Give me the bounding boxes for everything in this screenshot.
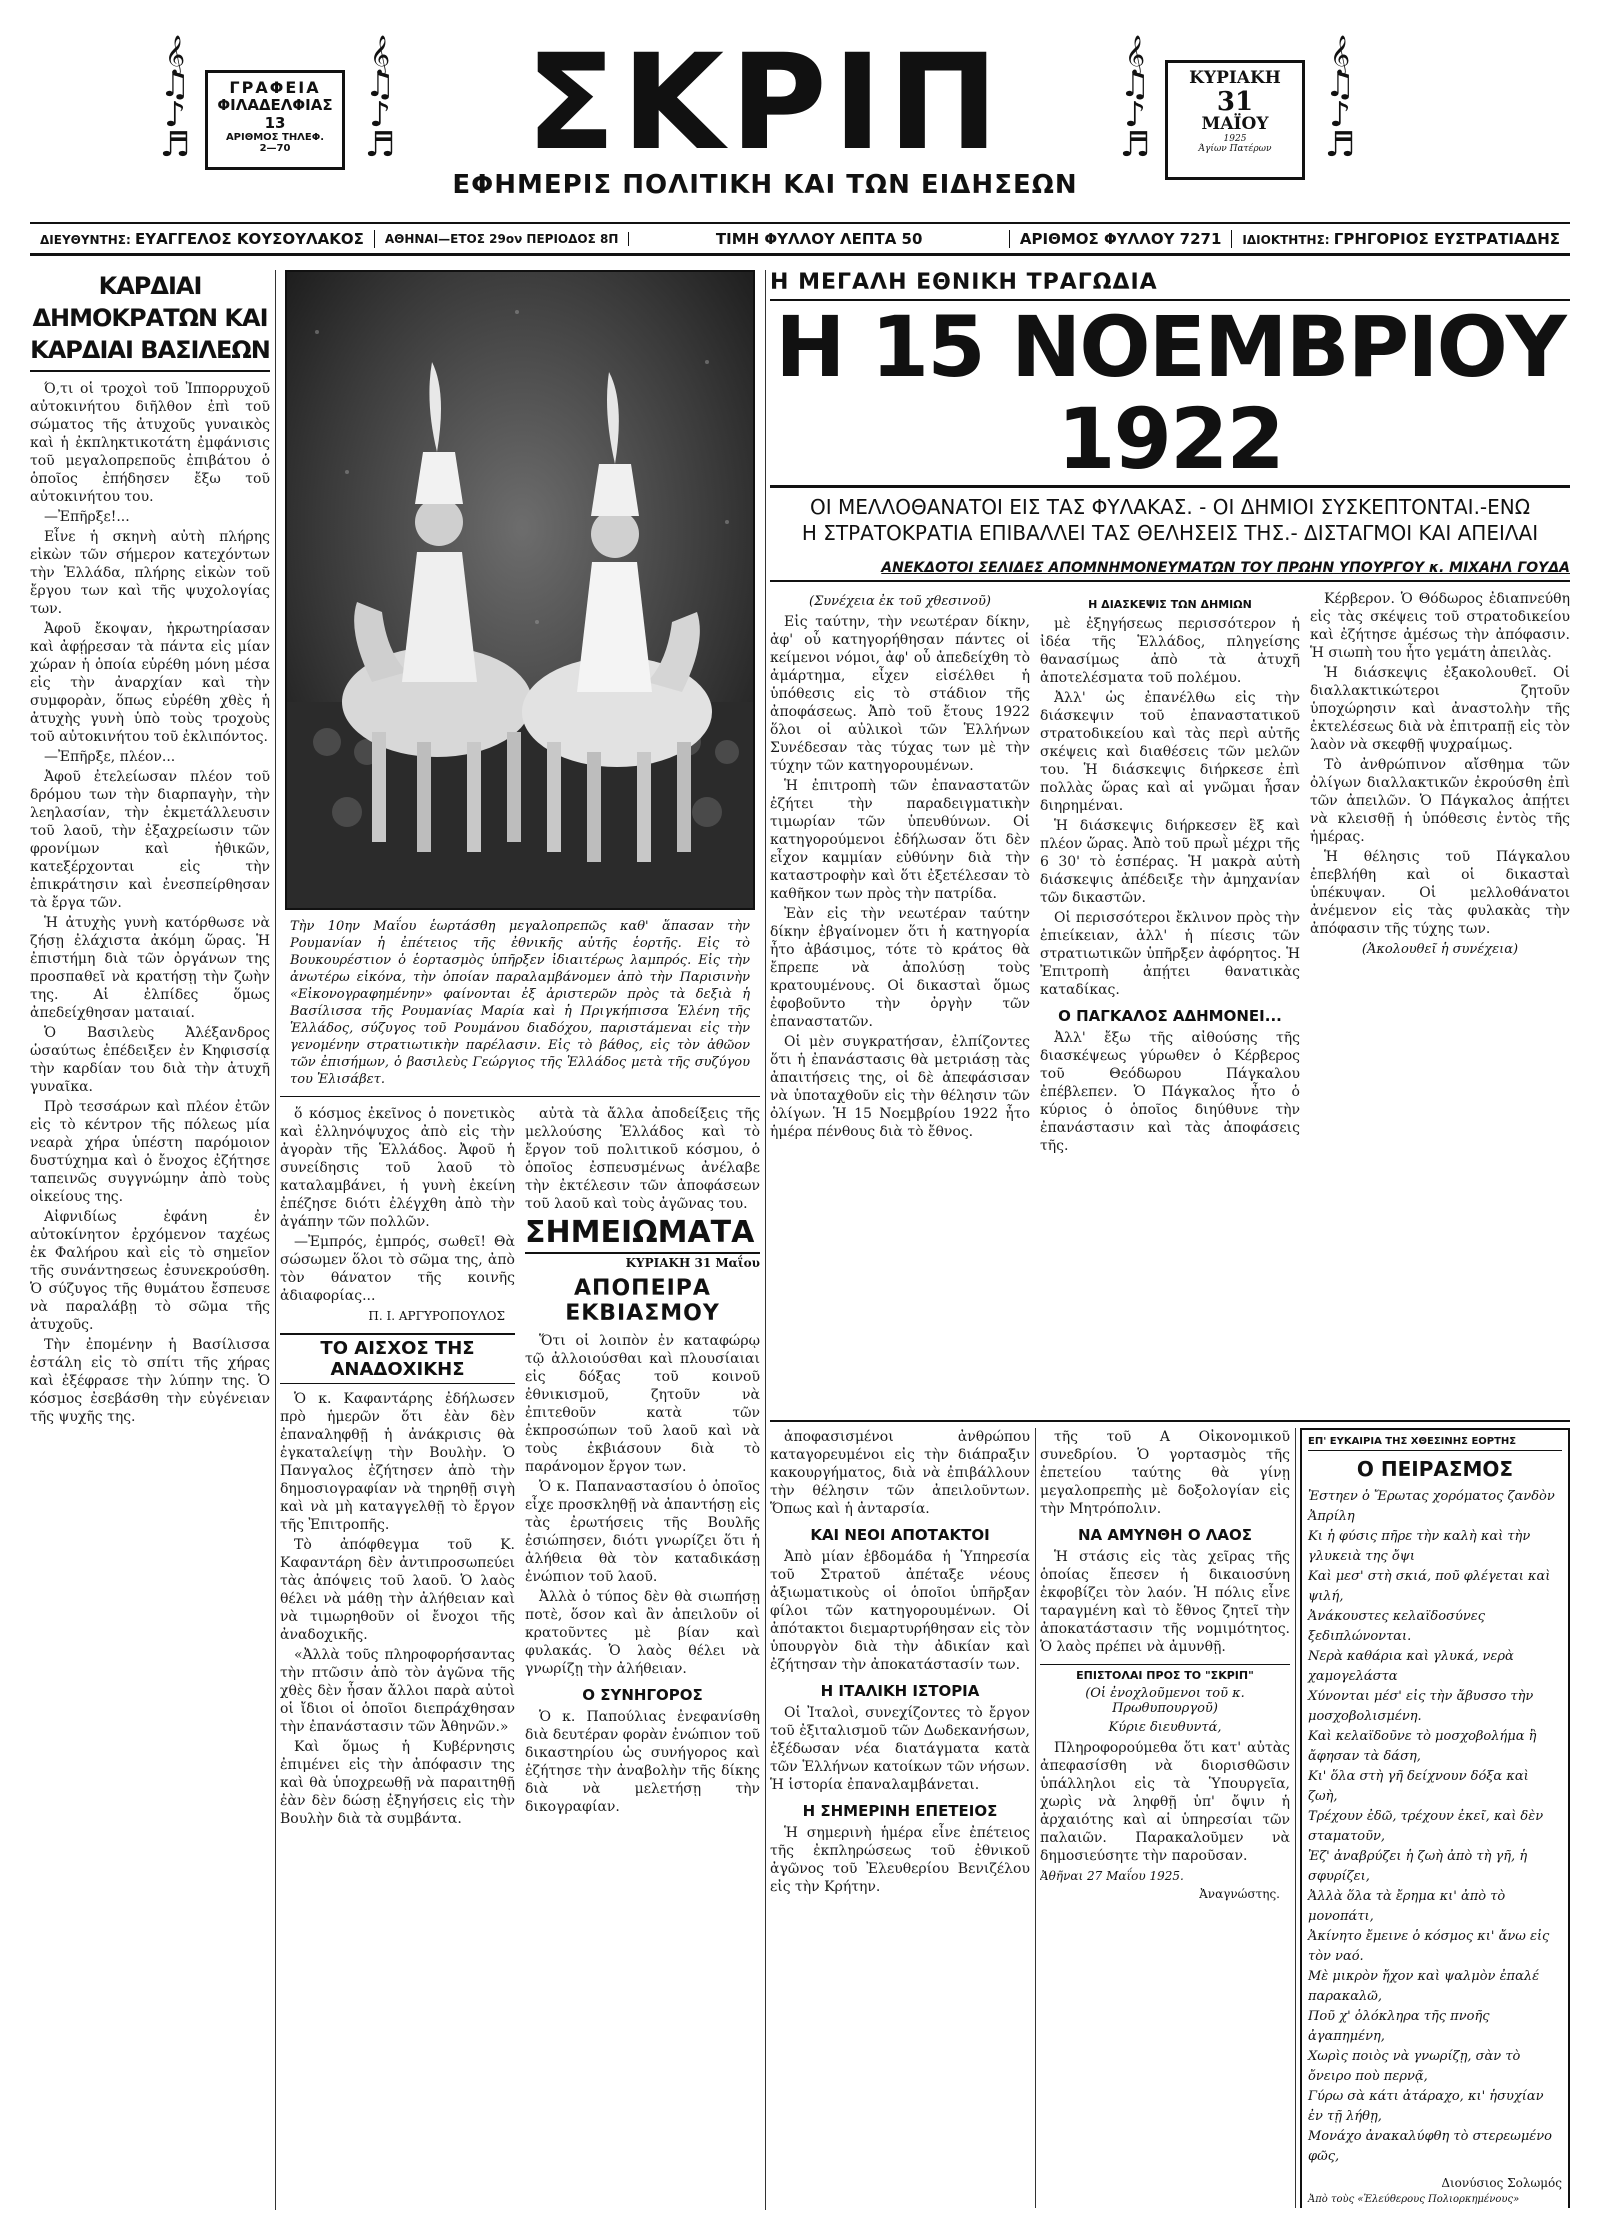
main-col3-cont: (Ἀκολουθεῖ ἡ συνέχεια) — [1361, 942, 1519, 957]
owner-block — [1232, 230, 1570, 248]
photo-caption: Τὴν 10ην Μαΐου ἑωρτάσθη μεγαλοπρεπῶς καθ' ἅπασαν τὴν Ρουμανίαν ἡ ἐπέτειος τῆς ἐθνικῆς αὐτῆς ἑορτῆς. Εἰς τὸ Βουκουρέστιον ὁ ἑορτασμὸς ὑπῆρξεν ἰδιαιτέρως λαμπρός. Εἰς τὴν ἀνωτέρω εἰκόνα, τὴν ὁποίαν παραλαμβάνομεν ἀπὸ τὴν Παρισινὴν «Εἰκονογραφημένην» φαίνονται ἐξ ἀριστερῶν πρὸς τὰ δεξιὰ ἡ Βασίλισσα τῆς Ρουμανίας Μαρία καὶ ἡ Πριγκήπισσα Ἑλένη τῆς Ἑλλάδος, σύζυγος τοῦ Ρουμάνου διαδόχου, παριστάμεναι εἰς τὴν γενομένην στρατιωτικὴν παρέλασιν. Εἰς τὸ βάθος, εἰς τὸν ἀθῶον τῶν ἐπισήμων, ὁ βασιλεὺς Γεώργιος τῆς Ἑλλάδος μετὰ τῆς συζύγου του Ἐλισάβετ. — [280, 910, 760, 1097]
left-article-paragraph: —Ἐπῆρξε, πλέον... — [44, 749, 176, 765]
middle-subcolumns — [280, 1105, 760, 1830]
lower-mid-column — [1040, 1428, 1290, 2208]
left-article-paragraph: Πρὸ τεσσάρων καὶ πλέον ἐτῶν εἰς τὸ κέντρον τῆς πόλεως μία νεαρὰ χήρα ὑπέστη παρόμοιον δυστύχημα καὶ ὁ ἔνοχος ἐζήτησε ταπεινῶς συγγνώμην ἀπὸ τοὺς οἰκείους της. — [30, 1099, 270, 1205]
poem-author: Διονύσιος Σολωμός — [1441, 2176, 1562, 2190]
main-subcol-3 — [1310, 590, 1570, 1157]
owner-label: ΙΔΙΟΚΤΗΤΗΣ: — [1242, 232, 1330, 247]
main-col2-subhead2: Ο ΠΑΓΚΑΛΟΣ ΑΔΗΜΟΝΕΙ... — [1058, 1007, 1282, 1025]
box-paragraph: Ὁ κ. Καφαντάρης ἐδήλωσεν πρὸ ἡμερῶν ὅτι ἐὰν δὲν ἐπαναληφθῇ ἡ ἀνάκρισις θὰ ἐγκαταλείψῃ τὴν Βουλὴν. Ὁ Πανγαλος ἐζήτησεν ἀπὸ τὴν δημοσιογραφίαν νὰ τηρηθῇ σιγὴ καὶ νὰ μὴ καταγγελθῇ τὸ ἔργον τῆς Ἐπιτροπῆς. — [280, 1391, 515, 1533]
apopeira-paragraph: Ὅτι οἱ λοιπὸν ἐν καταφώρῳ τῷ ἀλλοιούσθαι καὶ πλουσίαιαι εἰς δόξας τοῦ κοινοῦ ἐθνικισμοῦ, ζητοῦν νὰ ἐπιτεθοῦν κατὰ τῶν ἐκπροσώπων τοῦ λαοῦ καὶ νὰ τοὺς ἐκβιάσουν διὰ τὸ παράνομον ἔργον των. — [525, 1333, 760, 1475]
poem-line: Καὶ κελαϊδοῦνε τὸ μοσχοβολήμα ἢ ἄφησαν τὰ δάση, — [1308, 1729, 1537, 1764]
director-label: ΔΙΕΥΘΥΝΤΗΣ: — [40, 232, 131, 247]
date-year: 1925 — [1223, 134, 1247, 145]
left-article-paragraph: Ἡ ἀτυχὴς γυνὴ κατόρθωσε νὰ ζήσῃ ἐλάχιστα ἀκόμη ὥρας. Ἡ ἐπιστήμη διὰ τῶν ὀργάνων της προσπαθεῖ νὰ κρατήσῃ τὴν ζωὴν της. Αἱ ἐλπίδες ὅμως ἀπεδείχθησαν ματαιαί. — [30, 915, 270, 1021]
ll-para1: ἀποφασισμένοι ἀνθρώπου καταγορευμένοι εἰς τὴν διάπραξιν κακουργήματος, διὰ νὰ ἐπιβάλλουν τὴν θέλησιν τῶν ἀπειλοῦντων. Ὅπως καὶ ἡ ἀνταρσία. — [770, 1429, 1030, 1517]
main-col2-paragraph: μὲ ἐξηγήσεως περισσότερον ἡ ἰδέα τῆς Ἑλλάδος, πληγείσης θανασίμως ἀπὸ τὰ ἀτυχῆ ἀποτελέσματα τοῦ πολέμου. — [1040, 616, 1300, 686]
lower-left-p3 — [770, 1704, 1030, 1794]
main-col3-body — [1310, 590, 1570, 938]
lower-left-column — [770, 1428, 1030, 2208]
left-article-paragraph: Ἀφοῦ ἐτελείωσαν πλέον τοῦ δρόμου των τὴν διαρπαγὴν, τὴν λεηλασίαν, τὴν ἐκμετάλλευσιν τοῦ λαοῦ, τὴν ἐξαχρείωσιν τῶν φρονίμων καὶ ἠθικῶν, κατεξέρχονται εἰς τὴν ἐπικράτησιν καὶ ἐνεσπείρθησαν τὰ ἔργα τῶν. — [30, 769, 270, 911]
lower-left-p4 — [770, 1824, 1030, 1896]
nameplate-subtitle: ΕΦΗΜΕΡΙΣ ΠΟΛΙΤΙΚΗ ΚΑΙ ΤΩΝ ΕΙΔΗΣΕΩΝ — [452, 170, 1078, 200]
poem-line: Ἀνάκουστες κελαϊδοσύνες ξεδιπλώνονται. — [1308, 1609, 1485, 1644]
poem-source: Ἀπὸ τοὺς «Ἐλεύθερους Πολιορκημένους» — [1308, 2194, 1520, 2205]
phone-label: ΑΡΙΘΜΟΣ ΤΗΛΕΦ. — [225, 131, 325, 143]
main-col2-subhead: Η ΔΙΑΣΚΕΨΙΣ ΤΩΝ ΔΗΜΙΩΝ — [1088, 598, 1252, 611]
main-story-column — [770, 270, 1570, 1420]
letter-body — [1040, 1739, 1290, 1865]
poem-line: Ποῦ χ' ὁλόκληρα τῆς πνοῆς ἀγαπημένη, — [1308, 2009, 1490, 2044]
flourish-left-inner-icon: 𝄞 ♫ ♪ ♬ — [364, 35, 396, 165]
poem-line: Καὶ μεσ' στὴ σκιά, ποῦ φλέγεται καὶ ψιλή, — [1308, 1569, 1551, 1604]
box-body — [280, 1390, 515, 1828]
main-col3-paragraph: Ἡ διάσκεψις ἐξακολουθεῖ. Οἱ διαλλακτικώτεροι ζητοῦν ὑποχώρησιν καὶ ἀναστολὴν τῆς ἐκτελέσεως διὰ νὰ ἐπιτραπῇ εἰς τὸν λαὸν νὰ σκεφθῇ ψυχραίμως. — [1310, 665, 1570, 753]
price: ΤΙΜΗ ΦΥΛΛΟΥ ΛΕΠΤΑ 50 — [629, 230, 1010, 248]
main-col1-paragraph: Εἰς ταύτην, τὴν νεωτέραν δίκην, ἀφ' οὗ κατηγορήθησαν πάντες οἱ κείμενοι νόμοι, ἀφ' οὗ ἀπεδείχθη τὸ ἀμάρτημα, εἶχεν εἰσέλθει ἡ ὑπόθεσις εἰς τὸ στάδιον τῆς ἀποφάσεως. Ἀπὸ τοῦ ἔτους 1922 ὅλοι οἱ αὐλικοὶ τῶν Ἑλλήνων Συνέδεσαν τὰς τύχας των μὲ τὴν τύχην τῶν κατηγορουμένων. — [770, 614, 1030, 774]
ll-sub2: Η ΙΤΑΛΙΚΗ ΙΣΤΟΡΙΑ — [820, 1682, 980, 1700]
letter-intro: (Οἱ ἐνοχλοῦμενοι τοῦ κ. Πρωθυπουργοῦ) — [1085, 1686, 1245, 1716]
poem-lines — [1308, 1487, 1562, 2167]
main-col2-body — [1040, 615, 1300, 999]
letter-paragraph: Πληροφορούμεθα ὅτι κατ' αὐτὰς ἀπεφασίσθη νὰ διορισθῶσιν ὑπάλληλοι εἰς τὰ Ὑπουργεῖα, χωρὶς νὰ ληφθῇ ὑπ' ὄψιν ἡ ἀρχαιότης καὶ αἱ ὑπηρεσίαι τῶν παλαιῶν. Παρακαλοῦμεν νὰ δημοσιεύσητε τὴν παροῦσαν. — [1040, 1740, 1290, 1864]
middle-article-body — [280, 1105, 515, 1305]
column-rule — [765, 270, 766, 2210]
apopeira-paragraph: Ἀλλὰ ὁ τύπος δὲν θὰ σιωπήσῃ ποτὲ, ὅσον καὶ ἂν ἀπειλοῦν οἱ κρατοῦντες μὲ βίαν καὶ φυλακάς. Ὁ λαὸς θέλει νὰ γνωρίζῃ τὴν ἀλήθειαν. — [525, 1589, 760, 1677]
box-paragraph: Καὶ ὅμως ἡ Κυβέρνησις ἐπιμένει εἰς τὴν ἀπόφασιν της καὶ θὰ ὑποχρεωθῇ νὰ παραιτηθῇ ἐὰν δὲν δώσῃ ἐξηγήσεις εἰς τὴν Βουλὴν διὰ τὰ συμβάντα. — [280, 1739, 515, 1827]
main-headline: Η 15 ΝΟΕΜΒΡΙΟΥ 1922 — [770, 301, 1570, 488]
box-paragraph: «Ἀλλὰ τοῦς πληροφορήσαντας τὴν πτῶσιν ἀπὸ τὸν ἀγῶνα τῆς χθὲς δὲν ἦσαν ἄλλοι παρὰ αὐτοὶ οἱ ἴδιοι οἱ ὁποῖοι διεπράχθησαν τὴν ἐπανάστασιν τῶν Ἀθηνῶν.» — [280, 1647, 515, 1735]
left-article-title: ΚΑΡΔΙΑΙ ΔΗΜΟΚΡΑΤΩΝ ΚΑΙ ΚΑΡΔΙΑΙ ΒΑΣΙΛΕΩΝ — [30, 270, 270, 372]
synigoros-paragraph: Ὁ κ. Παπούλιας ἐνεφανίσθη διὰ δευτέραν φορὰν ἐνώπιον τοῦ δικαστηρίου ὡς συνήγορος καὶ ἐζήτησε τὴν ἀναβολὴν τῆς δίκης διὰ νὰ μελετήσῃ τὴν δικογραφίαν. — [525, 1709, 760, 1815]
middle-article-paragraph: ὅ κόσμος ἐκεῖνος ὁ πονετικὸς καὶ ἐλληνόψυχος ἀπὸ εἰς τὴν ἀγορὰν τῆς Ἑλλάδος. Ἀφοῦ ἡ συνείδησις τοῦ λαοῦ τὸ καταλαμβάνει, ἡ γυνὴ ἐκείνη ἐπέζησε διότι ἐλέγχθη ἀπὸ τὴν ἀγάπην τῶν πολλῶν. — [280, 1106, 515, 1230]
lower-left-p2 — [770, 1548, 1030, 1674]
poem-title: Ο ΠΕΙΡΑΣΜΟΣ — [1356, 1457, 1514, 1481]
owner-name: ΓΡΗΓΟΡΙΟΣ ΕΥΣΤΡΑΤΙΑΔΗΣ — [1333, 229, 1560, 248]
semeiomata-date: ΚΥΡΙΑΚΗ 31 Μαΐου — [625, 1256, 760, 1270]
fragment-paragraph: αὐτὰ τὰ ἄλλα ἀποδείξεις τῆς μελλούσης Ἑλλάδος καὶ τὸ ἔργον τοῦ πολιτικοῦ κόσμου, ὁ ὁποῖος ἐσπευσμένως ἀνέλαβε τὴν ἐκτέλεσιν τῶν ἀποφάσεων τοῦ λαοῦ καὶ τοὺς ἀγῶνας του. — [525, 1106, 760, 1212]
middle-subcol-left — [280, 1105, 515, 1830]
column-rule — [275, 270, 276, 2210]
phone-number: 2—70 — [259, 143, 291, 155]
left-article-body — [30, 380, 270, 1426]
main-col1-body — [770, 613, 1030, 1141]
apopeira-paragraph: Ὁ κ. Παπαναστασίου ὁ ὁποῖος εἶχε προσκληθῇ νὰ ἀπαντήσῃ εἰς τὰς ἐρωτήσεις τῆς Βουλῆς ἐσιώπησεν, διότι γνωρίζει ὅτι ἡ ἀλήθεια θὰ τὸν καταδικάσῃ ἐνώπιον τοῦ λαοῦ. — [525, 1479, 760, 1585]
lower-mid-p1 — [1040, 1428, 1290, 1518]
ll-para3: Οἱ Ἰταλοὶ, συνεχίζοντες τὸ ἔργον τοῦ ἐξιταλισμοῦ τῶν Δωδεκανήσων, ἐξέδωσαν νέα διατάγματα κατὰ τῶν Ἑλλήνων κατοίκων τῶν νήσων. Ἡ ἱστορία ἐπαναλαμβάνεται. — [770, 1705, 1030, 1793]
royal-parade-photo — [285, 270, 755, 910]
ll-para2: Ἀπὸ μίαν ἑβδομάδα ἡ Ὑπηρεσία τοῦ Στρατοῦ ἀπέταξε νέους ἀξιωματικοὺς οἱ ὁποῖοι ὑπῆρξαν φίλοι τῶν κατηγορουμένων. Οἱ ἀπότακτοι διεμαρτυρήθησαν εἰς τὸν ὑπουργὸν διὰ τὴν ἀδικίαν καὶ ἐζήτησαν τὴν ἀποκατάστασίν των. — [770, 1549, 1030, 1673]
photo-illustration — [287, 272, 755, 910]
poem-line: Χωρὶς ποιὸς νὰ γνωρίζῃ, σὰν τὸ ὄνειρο ποὺ περνᾷ, — [1308, 2049, 1521, 2084]
middle-article-signature: Π. Ι. ΑΡΓΥΡΟΠΟΥΛΟΣ — [368, 1309, 505, 1323]
apopeira-body — [525, 1332, 760, 1678]
main-col3-paragraph: Τὸ ἀνθρώπινον αἴσθημα τῶν ὀλίγων διαλλακτικῶν ἐκρούσθη ἐπὶ τῶν ἀπειλῶν. Ὁ Πάγκαλος ἀπῄτει νὰ κλεισθῇ ἡ ὑπόθεσις ἐντὸς τῆς ἡμέρας. — [1310, 757, 1570, 845]
main-byline: ΑΝΕΚΔΟΤΟΙ ΣΕΛΙΔΕΣ ΑΠΟΜΝΗΜΟΝΕΥΜΑΤΩΝ ΤΟΥ ΠΡΩΗΝ ΥΠΟΥΡΓΟΥ κ. ΜΙΧΑΗΛ ΓΟΥΔΑ — [770, 552, 1570, 582]
offices-label: ΓΡΑΦΕΙΑ — [229, 78, 321, 97]
poem-line: Ἐζ' ἀναβρύζει ἡ ζωὴ ἀπὸ τὴ γῆ, ἡ σφυρίζει, — [1308, 1849, 1528, 1884]
main-subcol-1 — [770, 590, 1030, 1157]
lower-band-rule — [770, 1420, 1570, 1422]
ll-sub3: Η ΣΗΜΕΡΙΝΗ ΕΠΕΤΕΙΟΣ — [802, 1802, 998, 1820]
flourish-right-outer-icon: 𝄞 ♫ ♪ ♬ — [1324, 35, 1356, 165]
left-article-paragraph: Ό,τι οἱ τροχοὶ τοῦ Ἰππορρυχοῦ αὐτοκινήτου διῆλθον ἐπὶ τοῦ σώματος τῆς ἀτυχοῦς γυναικὸς καὶ ἡ ἐκπληκτικοτάτη ἐμφάνισις τοῦ μεγαλοπρεποῦς ἐπιβάτου ὁ ὁποῖος ἐπήδησεν ἔξω τοῦ αὐτοκινήτου του. — [30, 381, 270, 505]
date-month: ΜΑΪΟΥ — [1201, 113, 1269, 134]
director-name: ΕΥΑΓΓΕΛΟΣ ΚΟΥΣΟΥΛΑΚΟΣ — [134, 229, 364, 248]
letter-signature: Ἀναγνώστης. — [1199, 1887, 1280, 1901]
continued-note: (Συνέχεια ἐκ τοῦ χθεσινοῦ) — [809, 594, 991, 609]
left-article-paragraph: —Ἐπῆρξε!... — [44, 509, 130, 525]
box-paragraph: Τὸ ἀπόφθεγμα τοῦ Κ. Καφαντάρη δὲν ἀντιπροσωπεύει τὰς ἀπόψεις τοῦ λαοῦ. Ὁ λαὸς θέλει νὰ μάθῃ τὴν ἀλήθειαν καὶ νὰ τιμωρηθοῦν οἱ ἔνοχοι τῆς ἀναδοχικῆς. — [280, 1537, 515, 1643]
poem-line: Κι' ὅλα στὴ γῆ δείχνουν δόξα καὶ ζωὴ, — [1308, 1769, 1529, 1804]
poem-line: Τρέχουν ἐδῶ, τρέχουν ἐκεῖ, καὶ δὲν σταματοῦν, — [1308, 1809, 1544, 1844]
masthead — [0, 0, 1600, 215]
box-title: ΤΟ ΑΙΣΧΟΣ ΤΗΣ ΑΝΑΔΟΧΙΚΗΣ — [280, 1333, 515, 1384]
lower-mid-p2 — [1040, 1548, 1290, 1656]
lower-left-p1 — [770, 1428, 1030, 1518]
left-article-paragraph: Εἶνε ἡ σκηνὴ αὐτὴ πλήρης εἰκὼν τῶν σήμερον κατεχόντων τὴν Ἑλλάδα, πλήρης εἰκὼν τοῦ ἔργου των καὶ τῆς ψυχολογίας των. — [30, 529, 270, 617]
main-col2-paragraph: Ἡ διάσκεψις διήρκεσεν ἓξ καὶ πλέον ὥρας. Ἀπὸ τοῦ πρωῒ μέχρι τῆς 6 30' τὸ ἑσπέρας. Ἡ μακρὰ αὐτὴ διάσκεψις ἀπέδειξε τὴν ἀμηχανίαν τῶν δικαστῶν. — [1040, 818, 1300, 906]
semeiomata-title: ΣΗΜΕΙΩΜΑΤΑ — [525, 1215, 760, 1254]
nameplate-title: ΣΚΡΙΠ — [525, 26, 1005, 180]
left-column — [30, 270, 270, 2210]
letter-date: Ἀθῆναι 27 Μαΐου 1925. — [1040, 1869, 1184, 1883]
middle-column — [280, 270, 760, 2210]
synigoros-body — [525, 1708, 760, 1816]
apopeira-title: ΑΠΟΠΕΙΡΑ ΕΚΒΙΑΣΜΟΥ — [565, 1276, 720, 1326]
place-year: ΑΘΗΝΑΙ—ΕΤΟΣ 29ον ΠΕΡΙΟΔΟΣ 8Π — [375, 232, 630, 246]
poem-line: Νερὰ καθάρια καὶ γλυκά, νερὰ χαμογελάστα — [1308, 1649, 1514, 1684]
col2b-paragraph: Ἀλλ' ἔξω τῆς αἰθούσης τῆς διασκέψεως γύρωθεν ὁ Κέρβερος τοῦ Θεόδωρου Πάγκαλου ἐπέβλεπεν. Ὁ Πάγκαλος ἦτο ὁ κύριος ὁ ὁποῖος διηύθυνε τὴν ἐπανάστασιν καὶ τὰς ἀποφάσεις τῆς. — [1040, 1030, 1300, 1154]
middle-article-paragraph: —Ἐμπρός, ἐμπρός, σωθεῖ! Θὰ σώσωμεν ὅλοι τὸ σῶμα της, ἀπὸ τὸν θάνατον τῆς κοινῆς ἀδιαφορίας... — [280, 1234, 515, 1304]
offices-ear — [205, 70, 345, 170]
poem-line: Μονάχο ἀνακαλύφθη τὸ στερεωμένο φῶς, — [1308, 2129, 1552, 2164]
left-article-paragraph: Τὴν ἐπομένην ἡ Βασίλισσα ἐστάλη εἰς τὸ σπίτι τῆς χήρας καὶ ἐξέφρασε τὴν λύπην της. Ὁ κόσμος ἐσεβάσθη τὴν εὐγένειαν τῆς ψυχῆς της. — [30, 1337, 270, 1425]
main-col1-paragraph: Ἐὰν εἰς τὴν νεωτέραν ταύτην δίκην ἐβγαίνομεν ὅτι ἡ κατηγορία ἦτο ἀβάσιμος, τότε τὸ κράτος θὰ ἔπρεπε νὰ ἀπολύσῃ τοὺς κρατουμένους. Οἱ δικασταὶ ὅμως ἐφοβοῦντο τὴν ὀργὴν τῶν ἐπαναστατῶν. — [770, 906, 1030, 1030]
poem-line: Ἀλλὰ ὅλα τὰ ἔρημα κι' ἀπὸ τὸ μονοπάτι, — [1308, 1889, 1506, 1924]
poem-box — [1300, 1428, 1570, 2208]
lm-sub2: ΕΠΙΣΤΟΛΑΙ ΠΡΟΣ ΤΟ "ΣΚΡΙΠ" — [1040, 1664, 1290, 1682]
main-col1-paragraph: Ἡ ἐπιτροπὴ τῶν ἐπαναστατῶν ἐζήτει τὴν παραδειγματικὴν τιμωρίαν τῶν ὑπευθύνων. Οἱ κατηγορούμενοι ἐδήλωσαν ὅτι δὲν εἶχον καμμίαν εὐθύνην διὰ τὴν καταστροφὴν καὶ ὅτι ἐξετέλεσαν τὸ καθῆκον των πρὸς τὴν πατρίδα. — [770, 778, 1030, 902]
poem-header: ΕΠ' ΕΥΚΑΙΡΙΑ ΤΗΣ ΧΘΕΣΙΝΗΣ ΕΟΡΤΗΣ — [1308, 1436, 1562, 1451]
director-block — [30, 230, 375, 248]
ll-para4: Ἡ σημερινὴ ἡμέρα εἶνε ἐπέτειος τῆς ἐκπληρώσεως τοῦ ἐθνικοῦ ἀγῶνος τοῦ Ἐλευθερίου Βενιζέλου εἰς τὴν Κρήτην. — [770, 1825, 1030, 1895]
issue-number: ΑΡΙΘΜΟΣ ΦΥΛΛΟΥ 7271 — [1010, 230, 1233, 248]
main-subcol-2 — [1040, 590, 1300, 1157]
info-bar — [30, 222, 1570, 256]
offices-street: ΦΙΛΑΔΕΛΦΙΑΣ 13 — [217, 96, 333, 132]
flourish-left-outer-icon: 𝄞 ♫ ♪ ♬ — [159, 35, 191, 165]
date-day: ΚΥΡΙΑΚΗ — [1189, 68, 1281, 88]
column-rule — [1035, 1428, 1036, 2208]
lm-sub1: ΝΑ ΑΜΥΝΘΗ Ο ΛΑΟΣ — [1077, 1526, 1253, 1544]
left-article-paragraph: Ἀφοῦ ἔκοψαν, ἠκρωτηρίασαν καὶ ἀφῄρεσαν τὰ πάντα εἰς μίαν χώραν ἡ ὁποία εὑρέθη μόνη μέσα εἰς τὴν ἀναρχίαν καὶ τὴν συμφορὰν, ὅπως εὑρέθη χθὲς ἡ ἀτυχὴς γυνὴ ὑπὸ τοὺς τροχοὺς τοῦ αὐτοκινήτου τοῦ ἐκλιπόντος. — [30, 621, 270, 745]
middle-subcol-right — [525, 1105, 760, 1830]
letter-salute: Κύριε διευθυντά, — [1108, 1720, 1222, 1735]
ll-sub1: ΚΑΙ ΝΕΟΙ ΑΠΟΤΑΚΤΟΙ — [810, 1526, 990, 1544]
date-ear — [1165, 60, 1305, 180]
poem-line: Ἀκίνητο ἔμεινε ὁ κόσμος κι' ἄνω εἰς τὸν ναό. — [1308, 1929, 1550, 1964]
main-col2-paragraph: Ἀλλ' ὡς ἐπανέλθω εἰς τὴν διάσκεψιν τοῦ ἐπαναστατικοῦ στρατοδικείου καὶ τὰς περὶ αὐτῆς σκέψεις καὶ διαθέσεις τῶν μελῶν του. Ἡ διάσκεψις διήρκεσε ἐπὶ πολλὰς ὥρας καὶ αἱ γνῶμαι ἦσαν διηρημέναι. — [1040, 690, 1300, 814]
poem-line: Κι ἡ φύσις πῆρε τὴν καλὴ καὶ τὴν γλυκειὰ της ὄψι — [1308, 1529, 1531, 1564]
poem-line: Μὲ μικρὸν ἤχον καὶ ψαλμὸν ἐπαλέ παρακαλῶ, — [1308, 1969, 1540, 2004]
lm-para1: τῆς τοῦ Α Οἰκονομικοῦ συνεδρίου. Ὁ γορτασμὸς τῆς ἐπετείου ταύτης θὰ γίνῃ μεγαλοπρεπὴς μὲ δοξολογίαν εἰς τὴν Μητρόπολιν. — [1040, 1429, 1290, 1517]
main-col2-paragraph: Οἱ περισσότεροι ἔκλινον πρὸς τὴν ἐπιείκειαν, ἀλλ' ἡ πίεσις τῶν στρατιωτικῶν ὑπῆρξεν ἀφόρητος. Ἡ Ἐπιτροπὴ ἀπῄτει θανατικὰς καταδίκας. — [1040, 910, 1300, 998]
lm-para2: Ἡ στάσις εἰς τὰς χεῖρας τῆς ὁποίας ἔπεσεν ἡ δικαιοσύνη ἐκφοβίζει τὸν λαόν. Ἡ πόλις εἶνε ταραγμένη καὶ τὸ ἔθνος ζητεῖ τὴν ἀποκατάστασιν τῆς νομιμότητος. Ὁ λαὸς πρέπει νὰ ἀμυνθῇ. — [1040, 1549, 1290, 1655]
synigoros-title: Ο ΣΥΝΗΓΟΡΟΣ — [582, 1686, 703, 1704]
column-rule — [1295, 1428, 1296, 2208]
left-article-paragraph: Ὁ Βασιλεὺς Ἀλέξανδρος ὡσαύτως ἐπέδειξεν ἐν Κηφισσίᾳ τὴν καρδίαν του διὰ τὴν ἀτυχῆ γυναῖκα. — [30, 1025, 270, 1095]
left-article-paragraph: Αἰφνιδίως ἐφάνη ἐν αὐτοκίνητον ἐρχόμενον ταχέως ἐκ Φαλήρου καὶ εἰς τὸ σημεῖον τῆς συνάντησεως ἐσυνεκρούσθη. Ὁ σύζυγος τῆς θυμάτου ἔσπευσε νὰ παραλάβῃ τὸ σῶμα τῆς ἀτυχοῦς. — [30, 1209, 270, 1333]
poem-column — [1300, 1428, 1570, 2208]
middle-right-fragment — [525, 1105, 760, 1213]
poem-line: Ἐστηεν ὁ Ἔρωτας χορόματος ζανδὸν Ἀπρίλη — [1308, 1489, 1555, 1524]
main-col3-paragraph: Κέρβερον. Ὁ Θόδωρος ἐδιαπνεύθη εἰς τὰς σκέψεις τοῦ στρατοδικείου καὶ ἐζήτησε ἀμέσως τὴν ἀπόφασιν. Ἡ σιωπὴ του ἦτο γεμάτη ἀπειλὰς. — [1310, 591, 1570, 661]
poem-line: Χύνονται μέσ' εἰς τὴν ἄβυσσο τὴν μοσχοβολισμένη. — [1308, 1689, 1534, 1724]
main-col1-paragraph: Οἱ μὲν συγκρατήσαν, ἐλπίζοντες ὅτι ἡ ἐπανάστασις θὰ μετριάσῃ τὰς ἀπαιτήσεις της, οἱ δὲ ἀπεφάσισαν νὰ ὑποταχθοῦν εἰς τὴν θέλησιν τῶν ὀλίγων. Ἡ 15 Νοεμβρίου 1922 ἦτο ἡμέρα πένθους διὰ τὸ ἔθνος. — [770, 1034, 1030, 1140]
main-col2-body-b — [1040, 1029, 1300, 1155]
date-number: 31 — [1216, 86, 1254, 117]
main-deck: ΟΙ ΜΕΛΛΟΘΑΝΑΤΟΙ ΕΙΣ ΤΑΣ ΦΥΛΑΚΑΣ. - ΟΙ ΔΗΜΙΟΙ ΣΥΣΚΕΠΤΟΝΤΑΙ.-ΕΝΩ Η ΣΤΡΑΤΟΚΡΑΤΙΑ ΕΠΙΒΑΛΛΕΙ ΤΑΣ ΘΕΛΗΣΕΙΣ ΤΗΣ.- ΔΙΣΤΑΓΜΟΙ ΚΑΙ ΑΠΕΙΛΑΙ — [801, 495, 1539, 545]
main-col3-paragraph: Ἡ θέλησις τοῦ Πάγκαλου ἐπεβλήθη καὶ οἱ δικασταὶ ὑπέκυψαν. Οἱ μελλοθάνατοι ἀνέμενον εἰς τὰς φυλακὰς τὴν ἀπόφασιν τῆς τύχης των. — [1310, 849, 1570, 937]
main-kicker: Η ΜΕΓΑΛΗ ΕΘΝΙΚΗ ΤΡΑΓΩΔΙΑ — [770, 270, 1570, 301]
poem-line: Γύρω σὰ κάτι ἀτάραχο, κι' ἡσυχίαν ἐν τῇ λήθῃ, — [1308, 2089, 1544, 2124]
flourish-right-inner-icon: 𝄞 ♫ ♪ ♬ — [1119, 35, 1151, 165]
date-saint: Άγίων Πατέρων — [1198, 144, 1272, 155]
main-subcolumns — [770, 590, 1570, 1157]
